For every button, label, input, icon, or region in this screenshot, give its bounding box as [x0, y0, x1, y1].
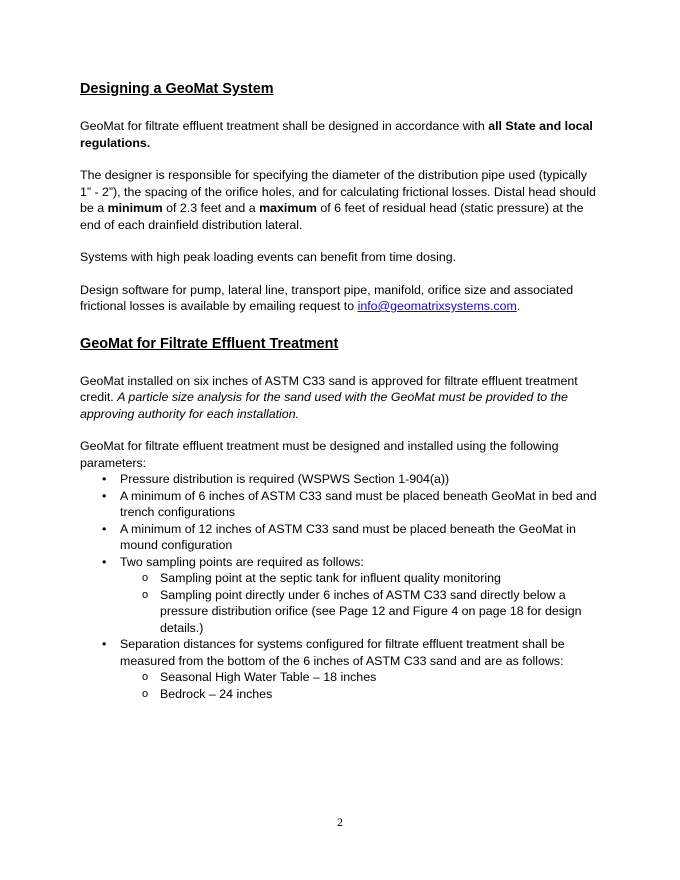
sub-list-item-text: Bedrock – 24 inches [160, 686, 273, 701]
sub-bullet-icon: o [142, 588, 149, 601]
list-item-text: Two sampling points are required as follows: [120, 554, 364, 569]
list-item-text: Pressure distribution is required (WSPWS Section 1-904(a)) [120, 472, 450, 486]
paragraph-parameters: GeoMat for filtrate effluent treatment must be designed and installed using the following parameters: [80, 439, 559, 470]
section-heading-filtrate: GeoMat for Filtrate Effluent Treatment [80, 335, 339, 352]
list-item-text: Separation distances for systems configured for filtrate effluent treatment shall be measured from the bottom of the 6 inches of ASTM C33 sand and are as follows: [120, 637, 565, 668]
sub-list [120, 669, 600, 702]
list-item [80, 521, 600, 554]
text-span: of 6 feet of residual head (static pressure) at the end of each drainfield distribution lateral. [80, 201, 584, 232]
sub-list-item [120, 587, 600, 637]
list-item [80, 554, 600, 637]
parameter-list [80, 471, 600, 702]
text-span: . [516, 299, 521, 313]
bullet-icon: • [102, 488, 107, 503]
page-number: 2 [337, 815, 343, 829]
sub-list-item [120, 686, 600, 703]
bold-text: maximum [259, 201, 317, 215]
list-item-text: A minimum of 12 inches of ASTM C33 sand must be placed beneath the GeoMat in mound configuration [120, 521, 576, 552]
sub-list-item [120, 669, 600, 686]
sub-list-item [120, 570, 600, 587]
sub-bullet-icon: o [142, 671, 149, 683]
sub-list [120, 570, 600, 636]
email-link[interactable]: info@geomatrixsystems.com [357, 299, 517, 313]
text-span: The designer is responsible for specifying the diameter of the distribution pipe used (typically 1” - 2”), the spacing of the orifice holes, and for calculating frictional losses. Distal head should be a [80, 168, 596, 215]
paragraph-time-dosing: Systems with high peak loading events can benefit from time dosing. [80, 250, 457, 264]
list-item [80, 488, 600, 521]
bullet-icon: • [102, 521, 107, 536]
text-span: GeoMat for filtrate effluent treatment shall be designed in accordance with [80, 119, 489, 133]
bullet-icon: • [102, 637, 107, 651]
list-item-text: A minimum of 6 inches of ASTM C33 sand must be placed beneath GeoMat in bed and trench configurations [120, 488, 597, 519]
paragraph-regulations [80, 118, 600, 151]
list-item [80, 471, 600, 488]
paragraph-designer [80, 167, 600, 233]
sub-list-item-text: Sampling point directly under 6 inches of ASTM C33 sand directly below a pressure distribution orifice (see Page 12 and Figure 4 on page 18 for design details.) [160, 587, 582, 635]
document-page [80, 80, 600, 702]
paragraph-approval [80, 373, 600, 423]
section-heading-designing: Designing a GeoMat System [80, 81, 274, 97]
bullet-icon: • [102, 472, 107, 486]
bold-text: all State and local regulations. [80, 119, 593, 150]
sub-bullet-icon: o [142, 572, 149, 584]
text-span: of 2.3 feet and a [162, 201, 260, 215]
italic-text: A particle size analysis for the sand used with the GeoMat must be provided to the approving authority for each installation. [80, 390, 568, 421]
list-item [80, 636, 600, 702]
sub-list-item-text: Sampling point at the septic tank for influent quality monitoring [160, 571, 501, 585]
bold-text: minimum [107, 201, 163, 215]
paragraph-design-software [80, 282, 600, 315]
sub-list-item-text: Seasonal High Water Table – 18 inches [160, 670, 377, 684]
text-span: Design software for pump, lateral line, transport pipe, manifold, orifice size and associated frictional losses is available by emailing request to [80, 282, 574, 313]
text-span: GeoMat installed on six inches of ASTM C33 sand is approved for filtrate effluent treatment credit. [80, 373, 578, 404]
sub-bullet-icon: o [142, 687, 149, 700]
bullet-icon: • [102, 554, 107, 569]
